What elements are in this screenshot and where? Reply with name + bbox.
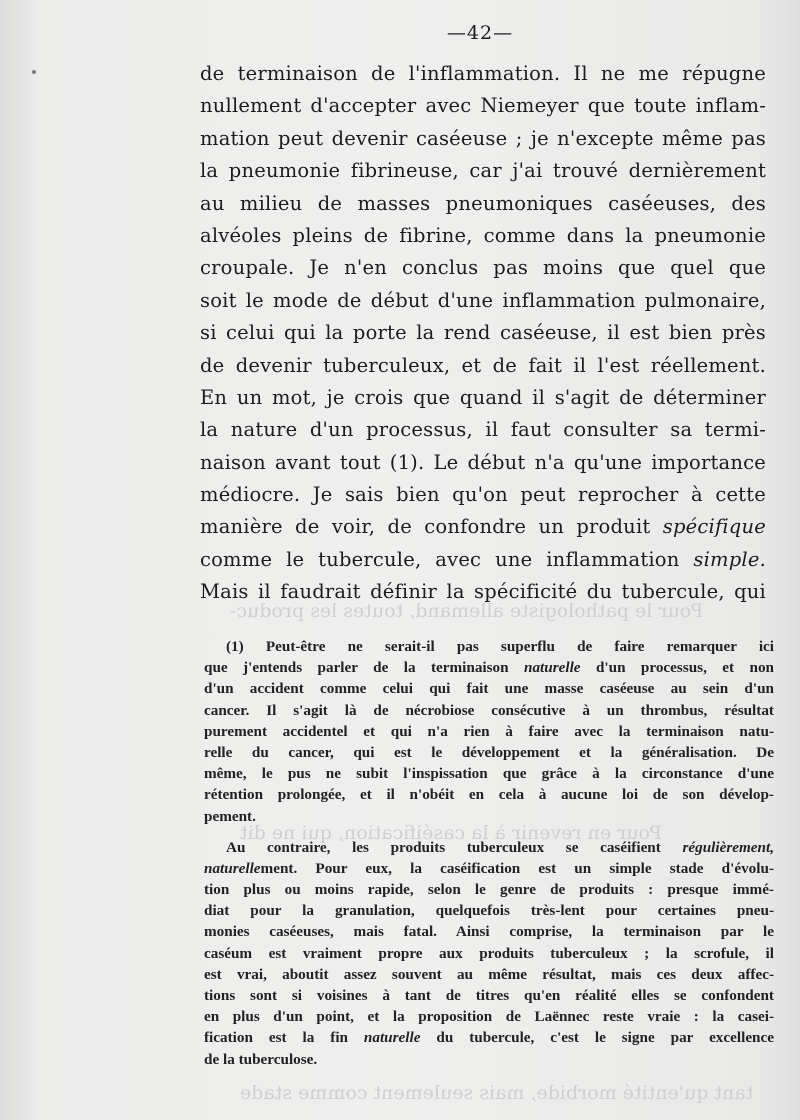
footnote-line: caséum est vraiment propre aux produits tuberculeux ; la scrofule, il [204,944,774,962]
footnotes [204,636,774,1080]
footnote-line: tion plus ou moins rapide, selon le genre de produits : presque immé- [204,881,774,899]
footnote-line: en plus d'un point, et la proposition de Laënnec reste vraie : la casei- [204,1008,774,1026]
footnote-line: Au contraire, les produits tuberculeux se caséifient régulièrement, [226,838,774,856]
body-line: nullement d'accepter avec Niemeyer que toute inflam- [200,94,766,118]
body-line: Mais il faudrait définir la spécificité du tubercule, qui [200,580,766,604]
page-number: —42— [446,22,514,44]
body-line: alvéoles pleins de fibrine, comme dans la pneumonie [200,223,766,247]
bleed-through-text: Pour en revenir à la caséification, qui ne dit [240,822,662,844]
body-line: croupale. Je n'en conclus pas moins que quel que [200,256,766,280]
body-line: de terminaison de l'inflammation. Il ne me répugne [200,62,766,85]
body-line: soit le mode de début d'une inflammation pulmonaire, [200,288,766,312]
margin-speck [32,70,36,74]
body-line: comme le tubercule, avec une inflammation simple. [200,547,766,571]
body-line: médiocre. Je sais bien qu'on peut reprocher à cette [200,483,766,507]
footnote-line: pement. [204,807,256,825]
body-line: naison avant tout (1). Le début n'a qu'une importance [200,450,766,474]
body-line: la pneumonie fibrineuse, car j'ai trouvé dernièrement [200,159,766,183]
footnote-line: que j'entends parler de la terminaison naturelle d'un processus, et non [204,659,774,677]
body-line: manière de voir, de confondre un produit spécifique [200,515,766,539]
footnote-line: diat pour la granulation, quelquefois très-lent pour certaines pneu- [204,902,774,920]
bleed-through-text: tant qu'entité morbide, mais seulement comme stade [240,1082,754,1104]
bleed-through-text: Pour le pathologiste allemand, toutes les produc- [230,600,704,622]
footnote-2 [204,837,774,1070]
body-line: au milieu de masses pneumoniques caséeuses, des [200,191,766,215]
body-line: mation peut devenir caséeuse ; je n'excepte même pas [200,126,766,150]
footnote-line: relle du cancer, qui est le développement et la généralisation. De [204,743,774,761]
footnote-line: rétention prolongée, et il n'obéit en cela à aucune loi de son dévelop- [204,786,774,804]
footnote-line: d'un accident comme celui qui fait une masse caséeuse au sein d'un [204,680,774,698]
footnote-line: même, le pus ne subit l'inspissation que grâce à la circonstance d'une [204,765,774,783]
footnote-line: cancer. Il s'agit là de nécrobiose consécutive à un thrombus, résultat [204,701,774,719]
footnote-1 [204,636,774,827]
footnote-line: naturellement. Pour eux, la caséification est un simple stade d'évolu- [204,859,774,877]
body-line: la nature d'un processus, il faut consulter sa termi- [200,418,766,442]
body-text [200,58,766,609]
footnote-line: de la tuberculose. [204,1050,318,1068]
body-line: En un mot, je crois que quand il s'agit de déterminer [200,385,766,409]
body-line: si celui qui la porte la rend caséeuse, il est bien près [200,321,766,345]
footnote-line: fication est la fin naturelle du tubercule, c'est le signe par excellence [204,1029,774,1047]
footnote-line: monies caséeuses, mais fatal. Ainsi comprise, la terminaison par le [204,923,774,941]
footnote-line: tions sont si voisines à tant de titres qu'en réalité elles se confondent [204,987,774,1004]
footnote-line: est vrai, aboutit assez souvent au même résultat, mais ces deux affec- [204,965,774,983]
body-line: de devenir tuberculeux, et de fait il l'est réellement. [200,353,766,377]
footnote-line: purement accidentel et qui n'a rien à faire avec la terminaison natu- [204,722,774,740]
footnote-line: (1) Peut-être ne serait-il pas superflu de faire remarquer ici [226,638,774,655]
